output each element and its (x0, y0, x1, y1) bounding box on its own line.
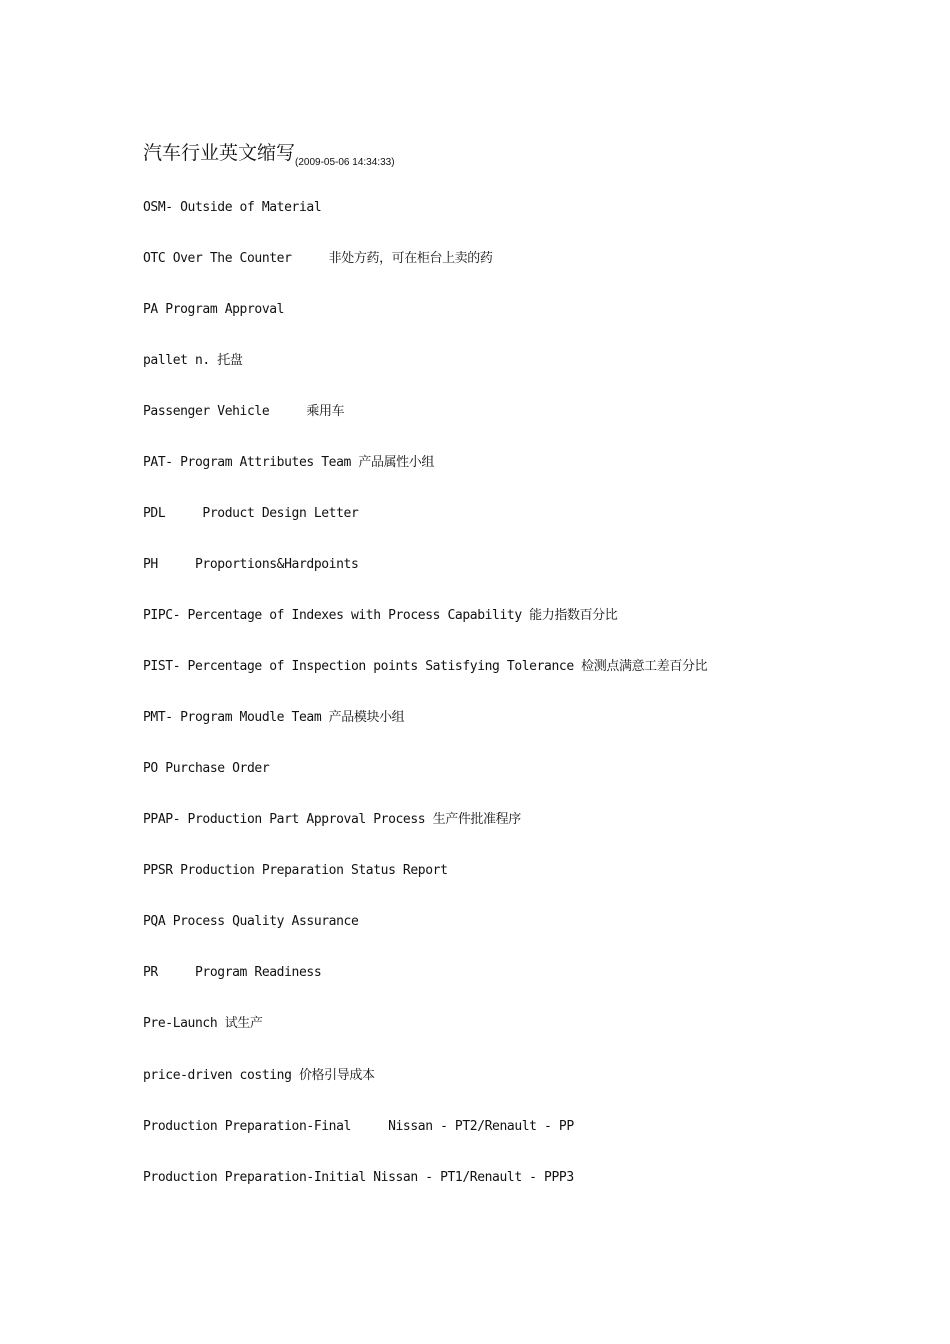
glossary-entry: Production Preparation-Initial Nissan - PT1/Renault - PPP3 (143, 1170, 574, 1185)
glossary-entry: PIST- Percentage of Inspection points Satisfying Tolerance 检测点满意工差百分比 (143, 659, 708, 674)
document-title-line (143, 138, 395, 168)
glossary-entry: PMT- Program Moudle Team 产品模块小组 (143, 710, 405, 725)
glossary-entry: OSM- Outside of Material (143, 200, 322, 215)
glossary-entry: PPAP- Production Part Approval Process 生产件批准程序 (143, 812, 521, 827)
glossary-entry: Production Preparation-Final Nissan - PT2/Renault - PP (143, 1119, 574, 1134)
glossary-entry: Passenger Vehicle 乘用车 (143, 404, 345, 419)
glossary-entry: PH Proportions&Hardpoints (143, 557, 359, 572)
glossary-entry: PQA Process Quality Assurance (143, 914, 359, 929)
glossary-entry: PAT- Program Attributes Team 产品属性小组 (143, 455, 434, 470)
glossary-entry: PA Program Approval (143, 302, 285, 317)
post-timestamp: (2009-05-06 14:34:33) (295, 157, 395, 168)
document-title: 汽车行业英文缩写 (143, 142, 296, 164)
glossary-entry: PIPC- Percentage of Indexes with Process Capability 能力指数百分比 (143, 608, 618, 623)
glossary-entry: PPSR Production Preparation Status Report (143, 863, 448, 878)
glossary-entry: PO Purchase Order (143, 761, 270, 776)
glossary-entry: PDL Product Design Letter (143, 506, 359, 521)
glossary-entry: PR Program Readiness (143, 965, 322, 980)
glossary-entry: pallet n. 托盘 (143, 353, 243, 368)
glossary-entry: price-driven costing 价格引导成本 (143, 1068, 375, 1083)
glossary-entry: OTC Over The Counter 非处方药，可在柜台上卖的药 (143, 251, 493, 266)
glossary-entry: Pre-Launch 试生产 (143, 1016, 263, 1031)
